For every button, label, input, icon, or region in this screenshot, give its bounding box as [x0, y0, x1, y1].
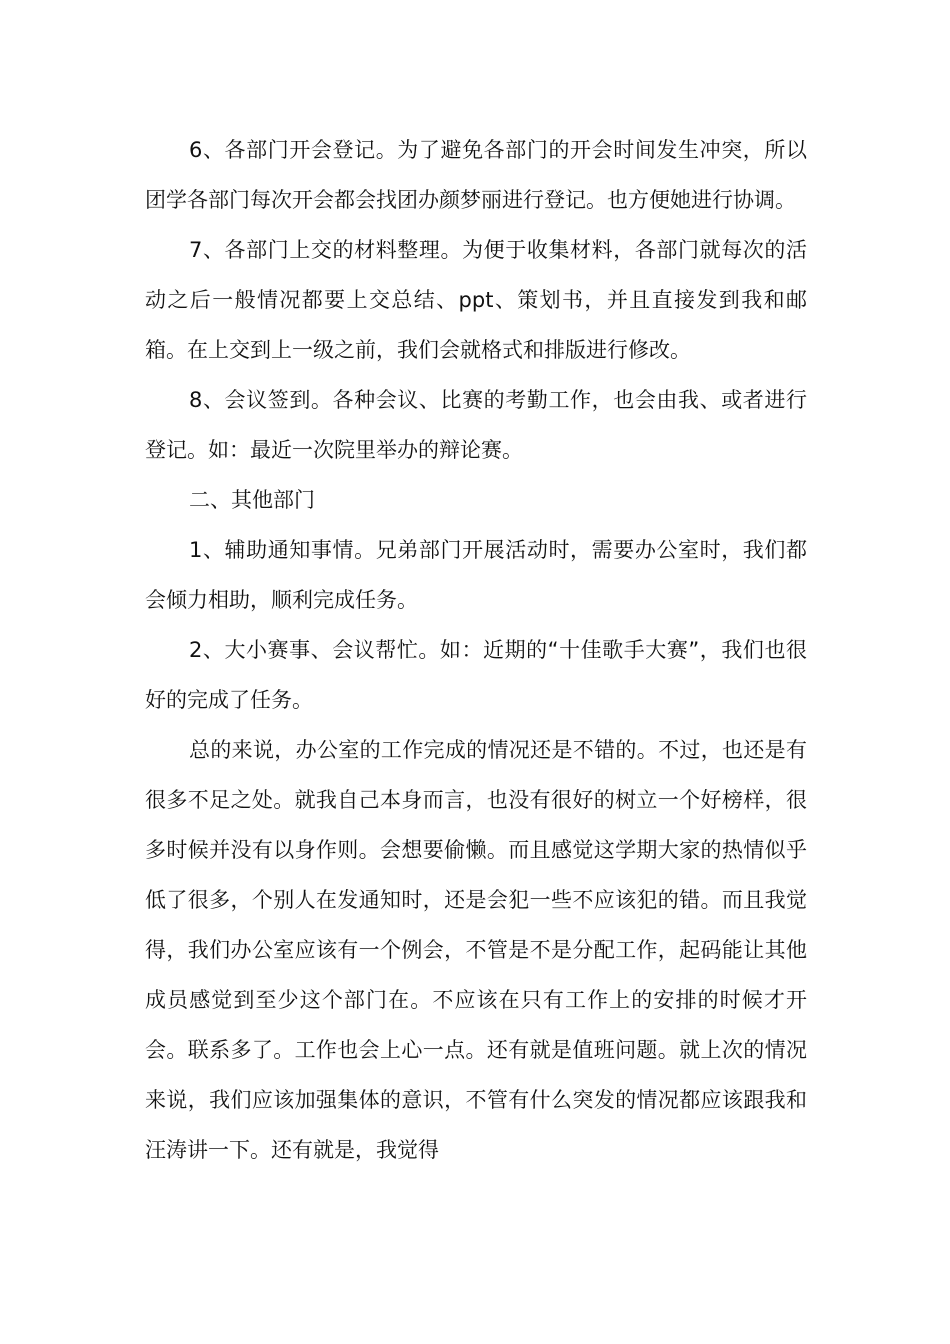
document-body: [145, 125, 807, 1175]
paragraph-summary: 总的来说，办公室的工作完成的情况还是不错的。不过，也还是有很多不足之处。就我自己本身而言，也没有很好的树立一个好榜样，很多时候并没有以身作则。会想要偷懒。而且感觉这学期大家的热情似乎低了很多，个别人在发通知时，还是会犯一些不应该犯的错。而且我觉得，我们办公室应该有一个例会，不管是不是分配工作，起码能让其他成员感觉到至少这个部门在。不应该在只有工作上的安排的时候才开会。联系多了。工作也会上心一点。还有就是值班问题。就上次的情况来说，我们应该加强集体的意识，不管有什么突发的情况都应该跟我和汪涛讲一下。还有就是，我觉得: [145, 738, 807, 1162]
paragraph-item-7: 7、各部门上交的材料整理。为便于收集材料，各部门就每次的活动之后一般情况都要上交总结、ppt、策划书，并且直接发到我和邮箱。在上交到上一级之前，我们会就格式和排版进行修改。: [145, 238, 807, 362]
paragraph-item-2: 2、大小赛事、会议帮忙。如：近期的“十佳歌手大赛”，我们也很好的完成了任务。: [145, 638, 807, 712]
paragraph-item-6: 6、各部门开会登记。为了避免各部门的开会时间发生冲突，所以团学各部门每次开会都会找团办颜梦丽进行登记。也方便她进行协调。: [145, 138, 807, 212]
paragraph-item-1: 1、辅助通知事情。兄弟部门开展活动时，需要办公室时，我们都会倾力相助，顺利完成任务。: [145, 538, 807, 612]
paragraph-item-8: 8、会议签到。各种会议、比赛的考勤工作，也会由我、或者进行登记。如：最近一次院里举办的辩论赛。: [145, 388, 807, 462]
section-heading-other-departments: 二、其他部门: [189, 488, 315, 512]
